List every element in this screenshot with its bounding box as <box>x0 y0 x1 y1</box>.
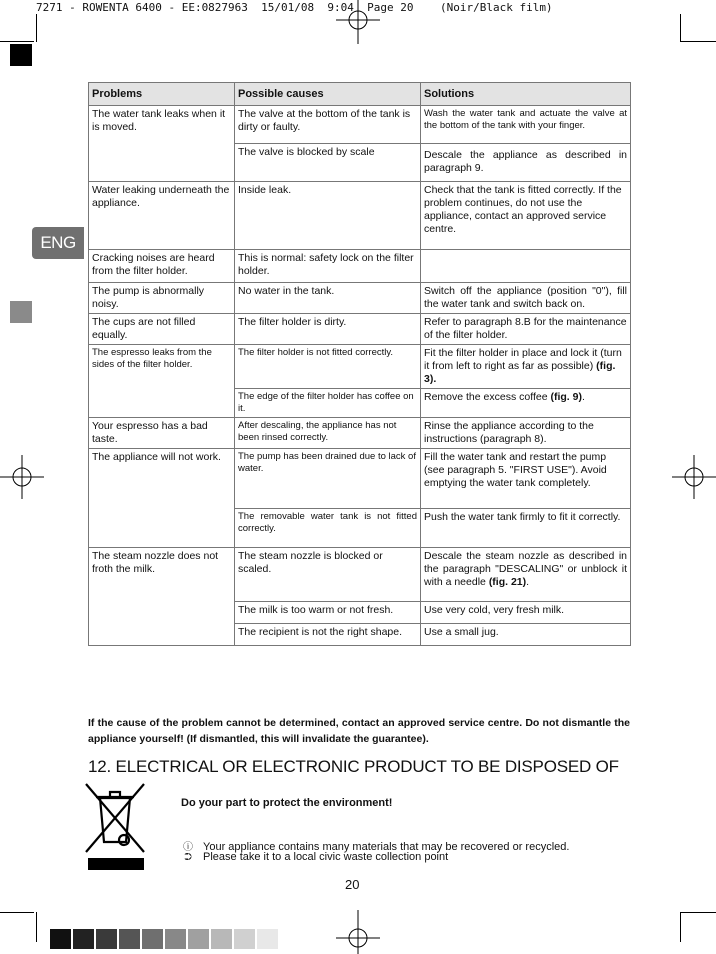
crop-mark <box>0 41 34 42</box>
cause-cell: After descaling, the appliance has not been rinsed correctly. <box>235 418 421 449</box>
solution-cell: Descale the appliance as described in paragraph 9. <box>421 144 631 182</box>
problem-cell: Water leaking underneath the appliance. <box>89 182 235 250</box>
language-tab: ENG <box>32 227 84 259</box>
crop-mark <box>680 41 716 42</box>
table-row <box>89 449 631 509</box>
table-row <box>89 182 631 250</box>
cause-cell: The recipient is not the right shape. <box>235 624 421 646</box>
color-swatch <box>119 929 140 949</box>
table-row <box>89 548 631 602</box>
registration-mark-icon <box>336 910 380 954</box>
cause-cell: The milk is too warm or not fresh. <box>235 602 421 624</box>
solution-cell: Check that the tank is fitted correctly. If the problem continues, do not use the appliance, contact an approved service centre. <box>421 182 631 250</box>
solution-cell: Use very cold, very fresh milk. <box>421 602 631 624</box>
solution-cell: Fill the water tank and restart the pump (see paragraph 5. "FIRST USE"). Avoid emptying the water tank completely. <box>421 449 631 509</box>
color-swatch <box>188 929 209 949</box>
problem-cell: The appliance will not work. <box>89 449 235 548</box>
collection-info-line <box>181 851 448 863</box>
info-icon: ⓘ <box>183 842 193 853</box>
problem-cell: Your espresso has a bad taste. <box>89 418 235 449</box>
solution-cell: Rinse the appliance according to the instructions (paragraph 8). <box>421 418 631 449</box>
color-swatch <box>50 929 71 949</box>
arrow-icon: ⮊ <box>184 852 192 863</box>
color-swatch <box>142 929 163 949</box>
cause-cell: The steam nozzle is blocked or scaled. <box>235 548 421 602</box>
problem-cell: The cups are not filled equally. <box>89 314 235 345</box>
black-marker-square <box>10 44 32 66</box>
cause-cell: Inside leak. <box>235 182 421 250</box>
recycle-info-text: Your appliance contains many materials that may be recovered or recycled. <box>203 841 570 853</box>
problem-cell: The espresso leaks from the sides of the filter holder. <box>89 345 235 418</box>
problem-cell: Cracking noises are heard from the filter holder. <box>89 250 235 283</box>
solution-cell <box>421 345 631 389</box>
solution-end: . <box>526 576 530 588</box>
header-possible-causes: Possible causes <box>235 83 421 106</box>
solution-cell: Switch off the appliance (position "0"), fill the water tank and switch back on. <box>421 283 631 314</box>
page-number: 20 <box>345 877 360 892</box>
cause-cell: The removable water tank is not fitted correctly. <box>235 509 421 548</box>
crossed-out-bin-icon <box>82 780 148 872</box>
cause-cell: No water in the tank. <box>235 283 421 314</box>
service-warning: If the cause of the problem cannot be determined, contact an approved service centre. Do not dismantle the appliance yourself! (If dismantled, this will invalidate the guarantee). <box>88 717 630 745</box>
table-row <box>89 283 631 314</box>
crop-mark <box>0 912 34 913</box>
color-swatch <box>165 929 186 949</box>
table-row <box>89 314 631 345</box>
cause-cell: The filter holder is dirty. <box>235 314 421 345</box>
problem-cell: The steam nozzle does not froth the milk. <box>89 548 235 646</box>
troubleshooting-table <box>88 82 631 646</box>
cause-cell: The valve is blocked by scale <box>235 144 421 182</box>
solution-text: Descale the steam nozzle as described in the paragraph "DESCALING" or unblock it with a needle <box>424 550 627 588</box>
solution-cell <box>421 548 631 602</box>
table-row <box>89 250 631 283</box>
solution-cell <box>421 389 631 418</box>
table-header-row <box>89 83 631 106</box>
figure-reference: (fig. 21) <box>488 576 527 588</box>
cause-cell: The filter holder is not fitted correctly. <box>235 345 421 389</box>
collection-info-text: Please take it to a local civic waste collection point <box>203 851 449 863</box>
solution-text: Remove the excess coffee <box>424 391 548 403</box>
cause-cell: The edge of the filter holder has coffee on it. <box>235 389 421 418</box>
registration-mark-icon <box>672 455 716 499</box>
registration-mark-icon <box>336 0 380 44</box>
color-swatch <box>257 929 278 949</box>
crop-mark <box>680 14 681 42</box>
problem-cell: The pump is abnormally noisy. <box>89 283 235 314</box>
registration-mark-icon <box>0 455 44 499</box>
table-row <box>89 106 631 144</box>
table-row <box>89 418 631 449</box>
color-swatch <box>73 929 94 949</box>
solution-cell: Refer to paragraph 8.B for the maintenance of the filter holder. <box>421 314 631 345</box>
cause-cell: This is normal: safety lock on the filter holder. <box>235 250 421 283</box>
solution-cell: Wash the water tank and actuate the valve at the bottom of the tank with your finger. <box>421 106 631 144</box>
problem-cell: The water tank leaks when it is moved. <box>89 106 235 182</box>
figure-reference: (fig. 3). <box>424 360 616 385</box>
header-problems: Problems <box>89 83 235 106</box>
crop-mark <box>680 912 681 942</box>
solution-end: . <box>581 391 585 403</box>
crop-mark <box>680 912 716 913</box>
solution-cell: Use a small jug. <box>421 624 631 646</box>
table-row <box>89 345 631 389</box>
color-swatch <box>211 929 232 949</box>
solution-cell: Push the water tank firmly to fit it correctly. <box>421 509 631 548</box>
solution-cell <box>421 250 631 283</box>
print-header: 7271 - ROWENTA 6400 - EE:0827963 15/01/08 9:04 Page 20 (Noir/Black film) <box>36 1 553 14</box>
header-solutions: Solutions <box>421 83 631 106</box>
grey-marker-square <box>10 301 32 323</box>
solution-text: Fit the filter holder in place and lock it (turn it from left to right as far as possible) <box>424 347 622 372</box>
figure-reference: (fig. 9) <box>550 391 582 403</box>
crop-mark <box>36 14 37 42</box>
color-calibration-strip <box>50 929 280 949</box>
section-title: 12. ELECTRICAL OR ELECTRONIC PRODUCT TO BE DISPOSED OF <box>88 757 619 776</box>
color-swatch <box>96 929 117 949</box>
cause-cell: The valve at the bottom of the tank is dirty or faulty. <box>235 106 421 144</box>
environment-heading: Do your part to protect the environment! <box>181 797 393 809</box>
color-swatch <box>234 929 255 949</box>
cause-cell: The pump has been drained due to lack of water. <box>235 449 421 509</box>
crop-mark <box>36 912 37 942</box>
